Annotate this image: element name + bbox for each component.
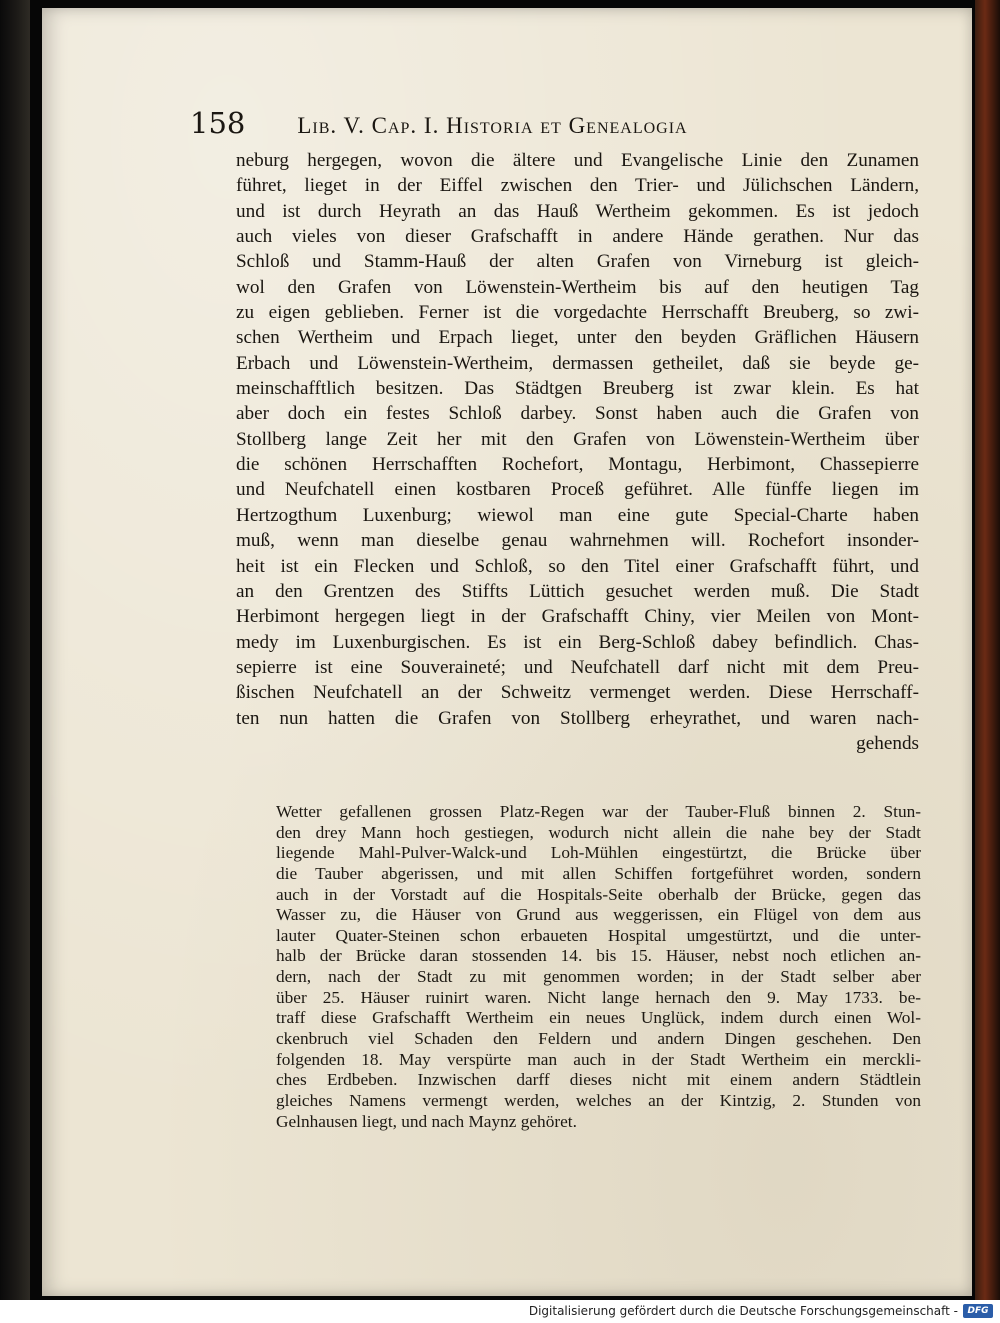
- text-line: Schloß und Stamm-Hauß der alten Grafen von Virneburg ist gleich-: [236, 251, 919, 273]
- book-edge-left: [0, 0, 30, 1300]
- footnote-line: den drey Mann hoch gestiegen, wodurch nicht allein die nahe bey der Stadt: [276, 822, 921, 842]
- text-line: meinschafftlich besitzen. Das Städtgen Breuberg ist zwar klein. Es hat: [236, 378, 919, 400]
- text-line: die schönen Herrschafften Rochefort, Montagu, Herbimont, Chassepierre: [236, 454, 919, 476]
- text-line: Herbimont hergegen liegt in der Grafschafft Chiny, vier Meilen von Mont-: [236, 606, 919, 628]
- footnote-line: gleiches Namens vermengt werden, welches an der Kintzig, 2. Stunden von: [276, 1090, 921, 1110]
- footnote-line: Wasser zu, die Häuser von Grund aus weggerissen, ein Flügel von dem aus: [276, 905, 921, 925]
- footnote-block: [276, 802, 921, 1132]
- text-line: Stollberg lange Zeit her mit den Grafen von Löwenstein-Wertheim über: [236, 428, 919, 450]
- text-line: zu eigen geblieben. Ferner ist die vorgedachte Herrschafft Breuberg, so zwi-: [236, 302, 919, 324]
- main-text-block: [236, 148, 919, 756]
- text-line: und ist durch Heyrath an das Hauß Wertheim gekommen. Es ist jedoch: [236, 200, 919, 222]
- text-line: aber doch ein festes Schloß darbey. Sonst haben auch die Grafen von: [236, 403, 919, 425]
- dfg-logo: DFG: [963, 1304, 993, 1318]
- footnote-line: die Tauber abgerissen, und mit allen Schiffen fortgeführet worden, sondern: [276, 863, 921, 883]
- footnote-line: über 25. Häuser ruinirt waren. Nicht lange hernach den 9. May 1733. be-: [276, 987, 921, 1007]
- footnote-line: liegende Mahl-Pulver-Walck-und Loh-Mühlen eingestürtzt, die Brücke über: [276, 843, 921, 863]
- text-line: sepierre ist eine Souveraineté; und Neufchatell darf nicht mit dem Preu-: [236, 656, 919, 678]
- text-line: neburg hergegen, wovon die ältere und Evangelische Linie den Zunamen: [236, 150, 919, 171]
- catchword: gehends: [856, 732, 919, 754]
- book-binding-right: [975, 0, 1000, 1300]
- text-line: auch vieles von dieser Grafschafft in andere Hände gerathen. Nur das: [236, 226, 919, 248]
- text-line: muß, wenn man dieselbe genau wahrnehmen will. Rochefort insonder-: [236, 530, 919, 552]
- footnote-line: Gelnhausen liegt, und nach Maynz gehöret.: [276, 1111, 577, 1131]
- footnote-line: folgenden 18. May verspürte man auch in der Stadt Wertheim ein merckli-: [276, 1049, 921, 1069]
- text-line: heit ist ein Flecken und Schloß, so den Titel einer Grafschafft führt, und: [236, 555, 919, 577]
- text-line: schen Wertheim und Erpach lieget, unter den beyden Gräflichen Häusern: [236, 327, 919, 349]
- footnote-line: ches Erdbeben. Inzwischen darff dieses nicht mit einem andern Städtlein: [276, 1070, 921, 1090]
- text-line: wol den Grafen von Löwenstein-Wertheim bis auf den heutigen Tag: [236, 276, 919, 298]
- text-line: ten nun hatten die Grafen von Stollberg erheyrathet, und waren nach-: [236, 707, 919, 729]
- running-head: [190, 106, 820, 146]
- text-line: Erbach und Löwenstein-Wertheim, dermassen getheilet, daß sie beyde ge-: [236, 352, 919, 374]
- running-head-title: Lib. V. Cap. I. Historia et Genealogia: [297, 113, 688, 138]
- text-line: an den Grentzen des Stiffts Lüttich gesuchet werden muß. Die Stadt: [236, 580, 919, 602]
- text-line: ßischen Neufchatell an der Schweitz vermenget werden. Diese Herrschaff-: [236, 682, 919, 704]
- footnote-line: dern, nach der Stadt zu mit genommen worden; in der Stadt selber aber: [276, 967, 921, 987]
- text-line: Hertzogthum Luxenburg; wiewol man eine gute Special-Charte haben: [236, 504, 919, 526]
- digitization-credit: Digitalisierung gefördert durch die Deutsche Forschungsgemeinschaft -: [528, 1304, 958, 1318]
- footnote-line: auch in der Vorstadt auf die Hospitals-Seite oberhalb der Brücke, gegen das: [276, 884, 921, 904]
- page-number: 158: [190, 106, 246, 140]
- text-line: und Neufchatell einen kostbaren Proceß geführet. Alle fünffe liegen im: [236, 479, 919, 501]
- footnote-line: halb der Brücke daran stossenden 14. bis 15. Häuser, nebst noch etlichen an-: [276, 946, 921, 966]
- footnote-line: ckenbruch viel Schaden den Feldern und andern Dingen geschehen. Den: [276, 1029, 921, 1049]
- footnote-line: traff diese Grafschafft Wertheim ein neues Unglück, indem durch einen Wol-: [276, 1008, 921, 1028]
- footnote-line: Wetter gefallenen grossen Platz-Regen war der Tauber-Fluß binnen 2. Stun-: [276, 802, 921, 821]
- text-line: führet, lieget in der Eiffel zwischen den Trier- und Jülichschen Ländern,: [236, 175, 919, 197]
- text-line: medy im Luxenburgischen. Es ist ein Berg-Schloß dabey befindlich. Chas-: [236, 631, 919, 653]
- footnote-line: lauter Quater-Steinen schon erbaueten Hospital umgestürtzt, und die unter-: [276, 925, 921, 945]
